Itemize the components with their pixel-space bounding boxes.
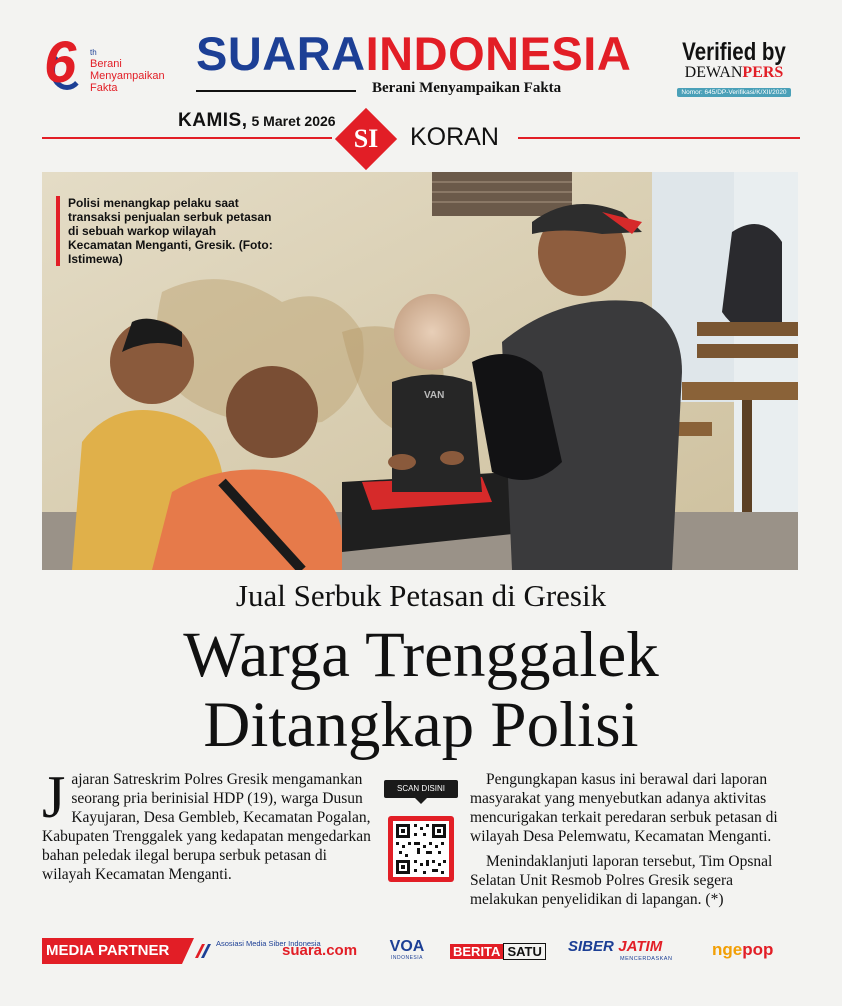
article-paragraph-2: Pengungkapan kasus ini berawal dari laporan masyarakat yang menyebutkan adanya aktivitas mencurigakan terkait peredaran serbuk petasan di wilayah Desa Pelemwatu, Kecamatan Menganti. xyxy=(470,771,778,845)
dropcap: J xyxy=(42,764,66,830)
anniversary-number: 6 xyxy=(44,30,77,95)
qr-frame[interactable] xyxy=(388,816,454,882)
anniversary-logo xyxy=(44,30,184,100)
article-paragraph-3: Menindaklanjuti laporan tersebut, Tim Opsnal Selatan Unit Resmob Polres Gresik segera melakukan penyelidikan di lapangan. (*) xyxy=(470,853,773,908)
partner-logo-beritasatu[interactable] xyxy=(450,942,546,962)
qr-code-block[interactable] xyxy=(384,780,458,884)
newspaper-logo xyxy=(196,27,646,100)
anniversary-suffix: th xyxy=(90,48,97,57)
section-mark: SI xyxy=(353,124,379,153)
news-photo xyxy=(42,172,798,570)
qr-label: SCAN DISINI xyxy=(384,780,458,798)
article-column-right xyxy=(470,770,800,915)
headline-line-1: Warga Trenggalek xyxy=(183,619,659,691)
ngepop-a: nge xyxy=(712,940,743,959)
voa-main: VOA xyxy=(389,938,425,955)
photo-caption: Polisi menangkap pelaku saat transaksi penjualan serbuk petasan di sebuah warkop wilayah Kecamatan Menganti, Gresik. (Foto: Istimewa) xyxy=(56,196,276,266)
verified-org-b: PERS xyxy=(742,64,784,81)
section-name: KORAN xyxy=(410,123,499,151)
article-headline xyxy=(0,620,842,760)
article-column-left xyxy=(42,764,372,884)
header-rule-right xyxy=(518,137,800,139)
beritasatu-b: SATU xyxy=(503,943,545,960)
verified-org xyxy=(664,65,804,81)
verified-badge xyxy=(664,40,804,102)
partner-logo-siberjatim[interactable] xyxy=(568,938,698,966)
siberjatim-b: JATIM xyxy=(618,938,663,955)
article-paragraph-1: ajaran Satreskrim Polres Gresik mengamankan seorang pria berinisial HDP (19), warga Dusun Kayujaran, Desa Gembleb, Kecamatan Pogalan, Kabupaten Trenggalek yang kedapatan mengedarkan bahan peledak ilegal berupa serbuk petasan di wilayah Kecamatan Menganti. xyxy=(42,771,371,883)
anniversary-text: Berani Menyampaikan Fakta xyxy=(90,58,165,94)
edition-day: KAMIS, xyxy=(178,110,248,131)
brand-name xyxy=(196,27,646,80)
dateline xyxy=(178,110,336,132)
verified-title: Verified by xyxy=(682,38,786,66)
media-partner-label: MEDIA PARTNER xyxy=(42,938,182,964)
partner-logo-suara[interactable]: suara.com xyxy=(282,942,358,959)
ngepop-b: pop xyxy=(742,940,774,959)
qr-label-pointer xyxy=(415,798,427,804)
verified-org-a: DEWAN xyxy=(684,64,743,81)
partner-logo-voa[interactable] xyxy=(387,938,427,966)
brand-part-suara: SUARA xyxy=(196,27,366,80)
siberjatim-a: SIBER xyxy=(568,938,614,955)
qr-code-icon[interactable] xyxy=(393,821,449,877)
header-rule-left xyxy=(42,137,332,139)
brand-underline xyxy=(196,90,356,92)
brand-tagline: Berani Menyampaikan Fakta xyxy=(372,80,562,96)
partner-logo-ngepop[interactable] xyxy=(712,940,773,968)
headline-line-2: Ditangkap Polisi xyxy=(203,689,639,761)
brand-part-indonesia: INDONESIA xyxy=(365,27,632,80)
siberjatim-sub: MENCERDASKAN xyxy=(620,956,673,962)
voa-sub: INDONESIA xyxy=(390,955,423,961)
amsi-icon xyxy=(194,942,214,960)
amsi-text: Asosiasi Media Siber Indonesia xyxy=(216,939,321,948)
qr-code-pattern xyxy=(393,821,449,877)
beritasatu-a: BERITA xyxy=(450,944,503,959)
media-partner-bar xyxy=(42,938,798,968)
verified-number: Nomor: 645/DP-Verifikasi/K/XII/2020 xyxy=(677,88,790,97)
article-kicker: Jual Serbuk Petasan di Gresik xyxy=(235,578,607,613)
shirt-print: VAN xyxy=(424,390,445,401)
edition-date: 5 Maret 2026 xyxy=(251,113,336,129)
